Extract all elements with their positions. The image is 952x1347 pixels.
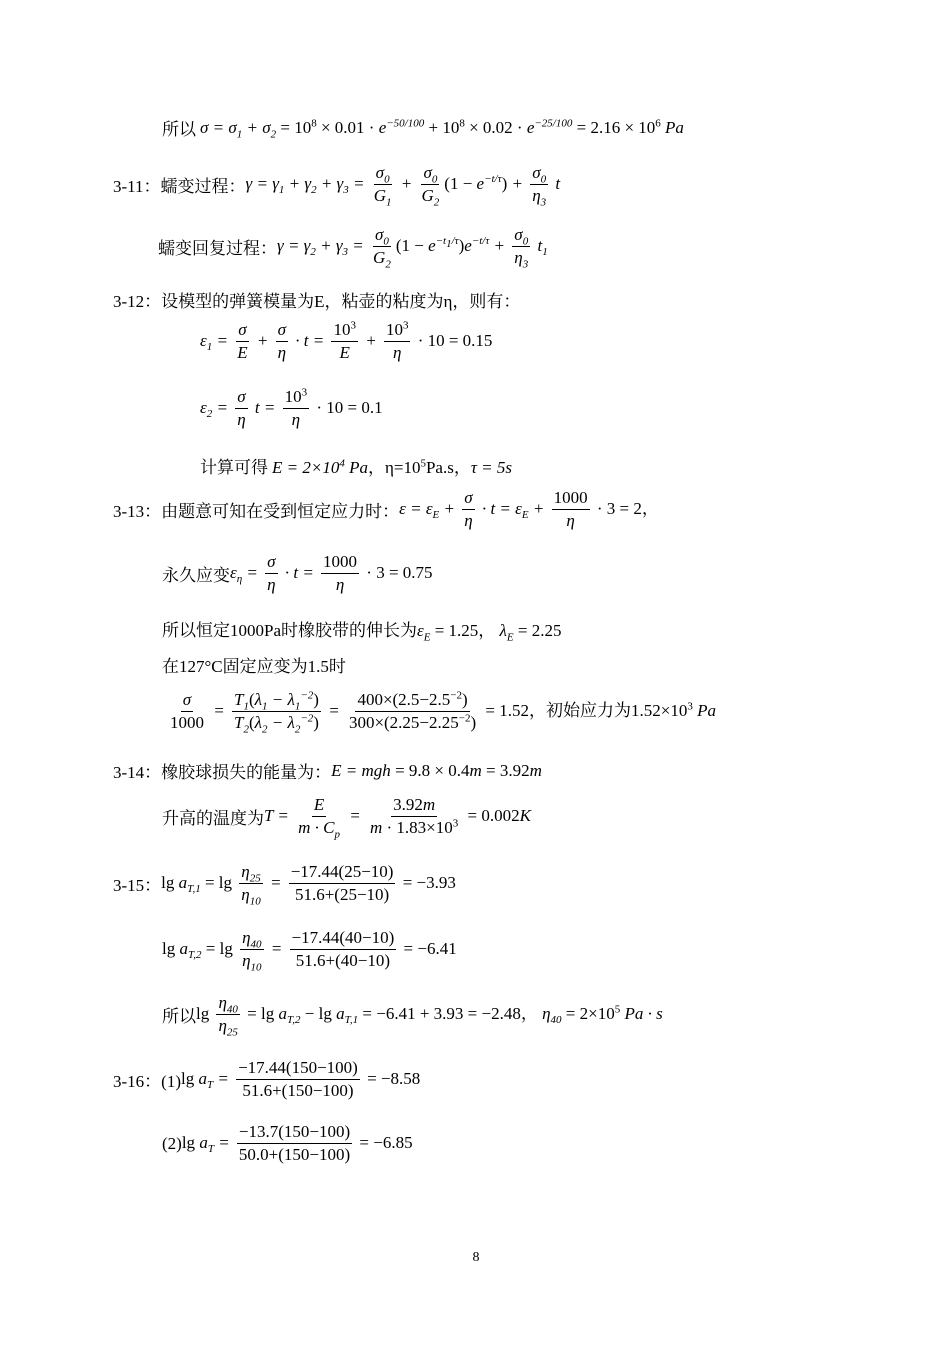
- formula-3-15-c: lg $\frac{\eta_{40}}{\eta_{25}}$ = $\lg a_{T,2} - \lg a_{T,1} = -6.41 + 3.93 = -2.48$， $\eta_{40} = 2\times 10^5$ Pa · s: [196, 993, 663, 1039]
- formula-3-15-b: $\lg a_{T,2} = \lg$ $\frac{\eta_{40}}{\eta_{10}}$ = $\frac{-17.44(40-10)}{51.6+(40-10)}$ = −6.41: [162, 928, 457, 974]
- line-3-15-b: [162, 928, 457, 972]
- formula-epsilon2: $\varepsilon_2$ = $\frac{\sigma}{\eta}$ t = $\frac{10^3}{\eta}$ · 10 = 0.1: [200, 386, 383, 430]
- line-temperature: 升高的温度为 T = $\frac{E}{m \cdot C_p}$ = $\frac{3.92m}{m \cdot 1.83\times 10^3}$ = 0.002K: [162, 795, 531, 841]
- line-epsilon2: [200, 387, 383, 431]
- formula-epsilon1: $\varepsilon_1$ = $\frac{\sigma}{E}$ + $\frac{\sigma}{\eta}$ · t = $\frac{10^3}{E}$ + $\frac{10^3}{\eta}$ · 10 = 0.15: [200, 319, 493, 363]
- formula-3-13: $\varepsilon = \varepsilon_E$ + $\frac{\sigma}{\eta}$ · $t = \varepsilon_E$ + $\frac{1000}{\eta}$ · 3 = 2，: [399, 488, 659, 531]
- formula-elongation: $\varepsilon_E = 1.25$， $\lambda_E = 2.25$: [417, 621, 562, 644]
- page-number: 8: [472, 1250, 480, 1265]
- line-3-16-1: 3-16：(1) $\lg a_T$ = $\frac{-17.44(150-100)}{51.6+(150-100)}$ = −8.58: [113, 1058, 421, 1101]
- line-127c: 在127°C固定应变为1.5时: [162, 657, 346, 676]
- line-stress-ratio: [165, 690, 716, 734]
- formula-energy: E = mgh = 9.8 × 0.4m = 3.92m: [331, 760, 542, 780]
- formula-temperature: T = $\frac{E}{m \cdot C_p}$ = $\frac{3.92m}{m \cdot 1.83\times 10^3}$ = 0.002K: [264, 795, 531, 841]
- line-3-13: 3-13：由题意可知在受到恒定应力时： $\varepsilon = \varepsilon_E$ + $\frac{\sigma}{\eta}$ · $t = \varepsilon_E$ + $\frac{1000}{\eta}$ · 3 = 2，: [113, 488, 659, 531]
- formula-3-16-2: $\lg a_T$ = $\frac{-13.7(150-100)}{50.0+(150-100)}$ = −6.85: [181, 1122, 413, 1165]
- formula-result-3-12: $E = 2\times 10^4$ Pa，$\eta=10^5Pa.s$，τ = 5s: [272, 457, 512, 477]
- line-3-12-intro: 3-12：设模型的弹簧模量为E，粘壶的粘度为η，则有：: [113, 292, 521, 311]
- line-epsilon1: [200, 320, 492, 364]
- line-permanent-strain: 永久应变 $\varepsilon_\eta$ = $\frac{\sigma}{\eta}$ · t = $\frac{1000}{\eta}$ · 3 = 0.75: [162, 552, 433, 595]
- line-3-16-2: (2) $\lg a_T$ = $\frac{-13.7(150-100)}{50.0+(150-100)}$ = −6.85: [162, 1122, 413, 1165]
- line-3-11-creep: 3-11：蠕变过程： $\gamma = \gamma_1 + \gamma_2 + \gamma_3$ = $\frac{\sigma_0}{G_1}$ + $\frac{\sigma_0}{G_2}$ $(1 - e^{-t/\tau})$ + $\frac{\sigma_0}{\eta_3}$ t: [113, 163, 561, 209]
- line-result-3-12: 计算可得 $E = 2\times 10^4$ Pa，$\eta=10^5Pa.s$，τ = 5s: [200, 453, 512, 478]
- formula-stress-ratio: $\frac{\sigma}{1000}$ = $\frac{T_1(\lambda_1 - \lambda_1^{-2})}{T_2(\lambda_2 - \lambda_2^{-2})}$ = $\frac{400\times(2.5-2.5^{-2})}{300\times(2.25-2.25^{-2})}$ = 1.52，初始应力为$1.52\times 10^3$ Pa: [170, 689, 716, 736]
- line-sigma-total: 所以 $\sigma = \sigma_1 + \sigma_2 = 10^8 \times 0.01 \cdot e^{-50/100} + 10^8 \times 0.02 \cdot e^{-25/100} = 2.16 \times 10^6$ Pa: [162, 116, 684, 140]
- line-3-15-c: 所以 lg $\frac{\eta_{40}}{\eta_{25}}$ = $\lg a_{T,2} - \lg a_{T,1} = -6.41 + 3.93 = -2.48$， $\eta_{40} = 2\times 10^5$ Pa · s: [162, 993, 663, 1039]
- line-3-14: 3-14：橡胶球损失的能量为： E = mgh = 9.8 × 0.4m = 3.92m: [113, 760, 542, 782]
- formula-3-15-a: $\lg a_{T,1} = \lg$ $\frac{\eta_{25}}{\eta_{10}}$ = $\frac{-17.44(25-10)}{51.6+(25-10)}$ = −3.93: [161, 862, 456, 908]
- formula-3-16-1: $\lg a_T$ = $\frac{-17.44(150-100)}{51.6+(150-100)}$ = −8.58: [180, 1058, 421, 1101]
- line-creep-recovery: 蠕变回复过程： $\gamma = \gamma_2 + \gamma_3$ = $\frac{\sigma_0}{G_2}$ $(1 - e^{-t_1/\tau})e^{-t/\tau}$ + $\frac{\sigma_0}{\eta_3}$ $t_1$: [158, 225, 548, 271]
- formula-creep: $\gamma = \gamma_1 + \gamma_2 + \gamma_3$ = $\frac{\sigma_0}{G_1}$ + $\frac{\sigma_0}{G_2}$ $(1 - e^{-t/\tau})$ + $\frac{\sigma_0}{\eta_3}$ t: [245, 163, 561, 209]
- line-3-15-a: 3-15： $\lg a_{T,1} = \lg$ $\frac{\eta_{25}}{\eta_{10}}$ = $\frac{-17.44(25-10)}{51.6+(25-10)}$ = −3.93: [113, 862, 456, 908]
- formula-sigma-total: $\sigma = \sigma_1 + \sigma_2 = 10^8 \times 0.01 \cdot e^{-50/100} + 10^8 \times 0.02 \cdot e^{-25/100} = 2.16 \times 10^6$ Pa: [200, 116, 684, 140]
- formula-creep-recovery: $\gamma = \gamma_2 + \gamma_3$ = $\frac{\sigma_0}{G_2}$ $(1 - e^{-t_1/\tau})e^{-t/\tau}$ + $\frac{\sigma_0}{\eta_3}$ $t_1$: [277, 225, 548, 271]
- line-elongation: 所以恒定1000Pa时橡胶带的伸长为 $\varepsilon_E = 1.25$， $\lambda_E = 2.25$: [162, 616, 561, 641]
- formula-permanent-strain: $\varepsilon_\eta$ = $\frac{\sigma}{\eta}$ · t = $\frac{1000}{\eta}$ · 3 = 0.75: [230, 552, 433, 595]
